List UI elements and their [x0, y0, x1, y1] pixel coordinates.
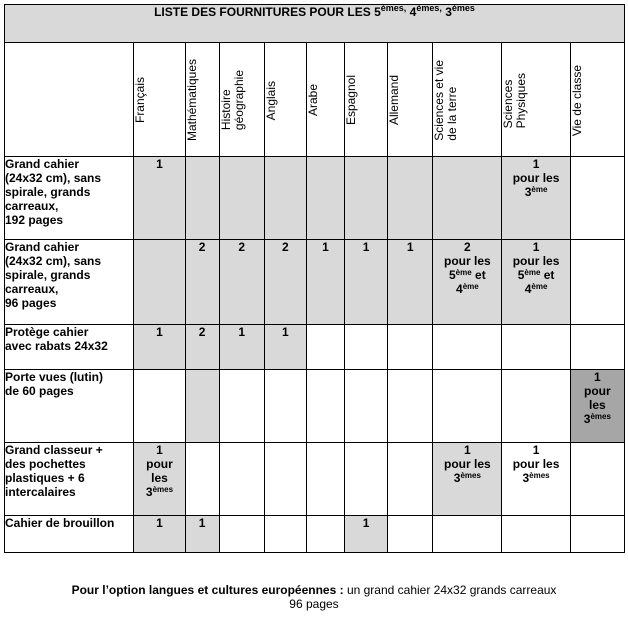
quantity-cell: [433, 370, 502, 443]
quantity-cell: [219, 516, 264, 553]
quantity-cell: [219, 370, 264, 443]
quantity-cell: [345, 370, 388, 443]
subject-header-row: [5, 43, 625, 157]
quantity-cell: 1: [388, 240, 433, 325]
quantity-cell: [570, 157, 624, 240]
quantity-cell: 1 pour les 3ème: [502, 157, 570, 240]
quantity-cell: 1: [219, 325, 264, 370]
quantity-cell: 1 pour les 5ème et 4ème: [502, 240, 570, 325]
quantity-cell: 2: [185, 325, 219, 370]
quantity-cell: [388, 443, 433, 516]
subject-label: Français: [133, 77, 148, 124]
item-label: Grand cahier (24x32 cm), sans spirale, grands carreaux, 96 pages: [5, 240, 134, 325]
subject-header: [433, 43, 502, 157]
footer-note: [0, 583, 628, 611]
quantity-cell: 1: [264, 325, 306, 370]
subject-label: Vie de classe: [569, 64, 584, 137]
quantity-cell: 1: [134, 157, 185, 240]
quantity-cell: [388, 325, 433, 370]
quantity-cell: 1: [345, 240, 388, 325]
table-row: [5, 240, 625, 325]
quantity-cell: 1: [345, 516, 388, 553]
quantity-cell: 2: [185, 240, 219, 325]
quantity-cell: 1: [306, 240, 344, 325]
quantity-cell: [388, 370, 433, 443]
subject-header: [502, 43, 570, 157]
quantity-cell: [502, 325, 570, 370]
table-row: [5, 325, 625, 370]
subject-header: [388, 43, 433, 157]
quantity-cell: [433, 325, 502, 370]
quantity-cell: [345, 325, 388, 370]
quantity-cell: [134, 370, 185, 443]
quantity-cell: [219, 443, 264, 516]
quantity-cell: [433, 516, 502, 553]
quantity-cell: 1: [134, 325, 185, 370]
quantity-cell: [306, 325, 344, 370]
quantity-cell: [185, 370, 219, 443]
quantity-cell: 1 pour les 3èmes: [502, 443, 570, 516]
quantity-cell: [345, 157, 388, 240]
item-label: Grand classeur + des pochettes plastiques + 6 intercalaires: [5, 443, 134, 516]
footer-line2: 96 pages: [289, 597, 339, 611]
quantity-cell: 1 pour les 3èmes: [134, 443, 185, 516]
subject-label: Mathématiques: [184, 59, 199, 142]
subject-label: Allemand: [387, 75, 402, 126]
quantity-cell: [264, 157, 306, 240]
quantity-cell: 1: [134, 516, 185, 553]
quantity-cell: [264, 443, 306, 516]
item-label: Cahier de brouillon: [5, 516, 134, 553]
quantity-cell: [570, 443, 624, 516]
table-row: [5, 157, 625, 240]
quantity-cell: [185, 443, 219, 516]
quantity-cell: 1 pour les 3èmes: [433, 443, 502, 516]
quantity-cell: [306, 370, 344, 443]
quantity-cell: [388, 516, 433, 553]
quantity-cell: [306, 157, 344, 240]
quantity-cell: [502, 516, 570, 553]
quantity-cell: [570, 325, 624, 370]
quantity-cell: [570, 240, 624, 325]
quantity-cell: [219, 157, 264, 240]
item-label: Protège cahier avec rabats 24x32: [5, 325, 134, 370]
subject-header: [345, 43, 388, 157]
quantity-cell: 1: [185, 516, 219, 553]
corner-cell: [5, 43, 134, 157]
table-row: [5, 370, 625, 443]
subject-label: Arabe: [305, 84, 320, 117]
quantity-cell: [134, 240, 185, 325]
quantity-cell: [502, 370, 570, 443]
subject-label: Anglais: [263, 80, 278, 121]
supplies-table: [4, 4, 625, 553]
item-label: Grand cahier (24x32 cm), sans spirale, grands carreaux, 192 pages: [5, 157, 134, 240]
table-row: [5, 443, 625, 516]
quantity-cell: [433, 157, 502, 240]
quantity-cell: [306, 516, 344, 553]
quantity-cell: [185, 157, 219, 240]
quantity-cell: 2: [219, 240, 264, 325]
quantity-cell: 2: [264, 240, 306, 325]
quantity-cell: 1 pour les 3èmes: [570, 370, 624, 443]
subject-header: [134, 43, 185, 157]
table-row: [5, 516, 625, 553]
quantity-cell: [570, 516, 624, 553]
subject-label: Sciences Physiques: [501, 72, 529, 129]
quantity-cell: [264, 370, 306, 443]
subject-header: [570, 43, 624, 157]
footer-bold: Pour l’option langues et cultures européennes :: [71, 583, 344, 597]
subject-label: Espagnol: [344, 75, 358, 126]
items-body: [5, 157, 625, 553]
quantity-cell: 2 pour les 5ème et 4ème: [433, 240, 502, 325]
quantity-cell: [306, 443, 344, 516]
quantity-cell: [345, 443, 388, 516]
subject-header: [185, 43, 219, 157]
subject-label: Histoire géographie: [218, 70, 246, 131]
subject-header: [219, 43, 264, 157]
page-title: LISTE DES FOURNITURES POUR LES $5^{èmes,}$ $4^{èmes,}$ 3èmes: [5, 5, 625, 43]
item-label: Porte vues (lutin) de 60 pages: [5, 370, 134, 443]
subject-header: [306, 43, 344, 157]
quantity-cell: [388, 157, 433, 240]
footer-rest: un grand cahier 24x32 grands carreaux: [343, 583, 557, 597]
subject-header: [264, 43, 306, 157]
quantity-cell: [264, 516, 306, 553]
subject-label: Sciences et vie de la terre: [432, 60, 460, 141]
